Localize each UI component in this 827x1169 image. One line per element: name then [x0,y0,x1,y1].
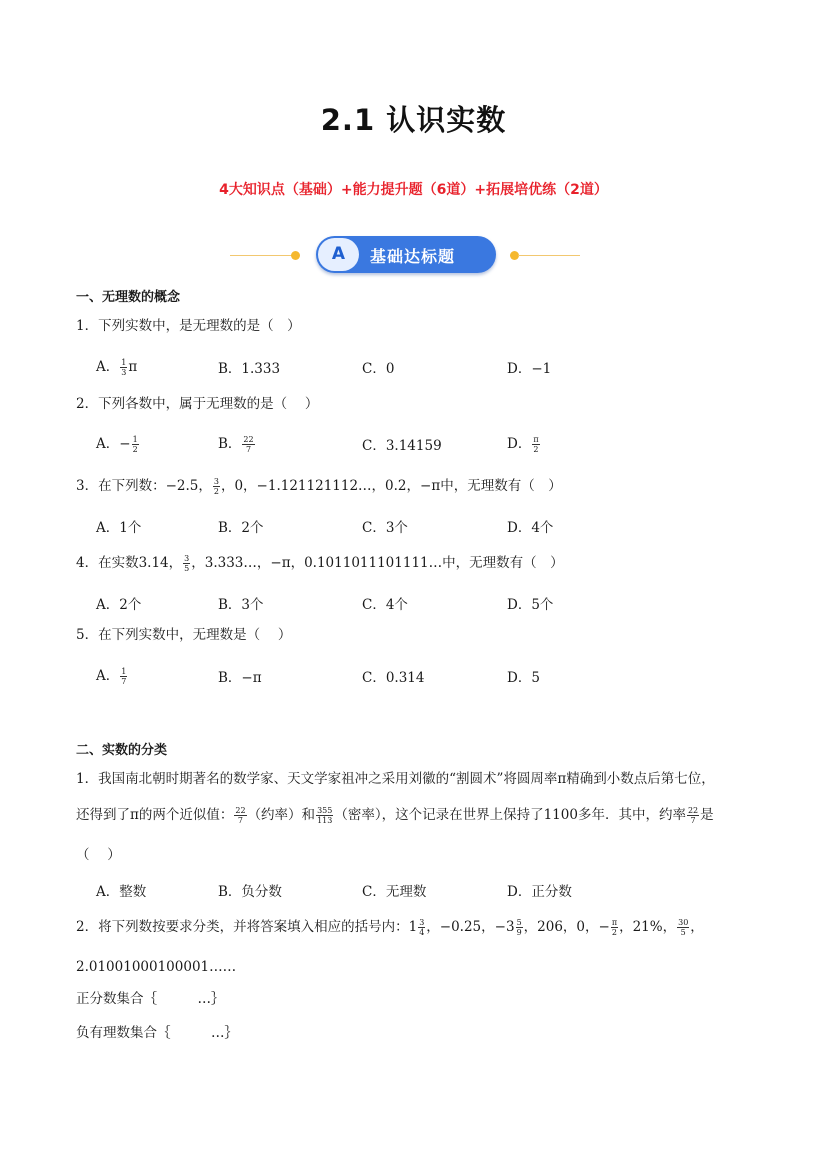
s2-q1-option-c: C．无理数 [362,884,427,900]
fraction-denominator: 7 [237,816,244,825]
fraction-denominator: 113 [317,816,333,825]
fraction-numerator: π [533,435,539,444]
q5-option-b: B．−π [218,670,262,686]
fraction-denominator: 2 [132,445,138,454]
question-1-stem: 1．下列实数中，是无理数的是（ ） [76,318,301,334]
q4-option-c: C．4个 [362,597,408,613]
fraction-numerator: 5 [516,918,522,927]
s2-question-1-line-3: （ ） [76,847,121,863]
stem-text: 是 [700,807,714,823]
fraction-numerator: 3 [419,918,425,927]
fraction-numerator: 3 [213,477,219,486]
fraction [120,358,127,377]
q3-option-c: C．3个 [362,520,408,536]
stem-text: 2．将下列数按要求分类，并将答案填入相应的括号内：1 [76,919,418,935]
fraction-denominator: 2 [611,928,617,937]
stem-text: ， [690,919,704,935]
fraction-denominator: 2 [213,487,219,496]
fraction-denominator: 7 [121,677,127,686]
stem-text: 还得到了π的两个近似值： [76,807,234,823]
option-label: A． [96,668,120,684]
page-title: 2.1 认识实数 [320,103,507,137]
banner-line-right [518,255,580,256]
fraction-numerator: 22 [235,806,246,815]
q3-option-d: D．4个 [507,520,554,536]
fraction [677,918,689,937]
s2-question-1-line-1: 1．我国南北朝时期著名的数学家、天文学家祖冲之采用刘徽的“割圆术”将圆周率π精确到小数点后第七位， [76,771,715,787]
fraction-denominator: 2 [533,445,539,454]
q2-option-b [218,432,256,454]
fraction-numerator: 30 [678,918,689,927]
q5-option-a [96,664,128,686]
banner-dot-left [291,251,300,260]
s2-q1-option-b: B．负分数 [218,884,282,900]
stem-text: ，3.333…，−π，0.1011011101111…中，无理数有（ ） [191,555,564,571]
q1-option-c: C．0 [362,361,395,377]
q1-option-b: B．1.333 [218,361,281,377]
fraction [132,435,139,454]
fraction-numerator: 1 [121,358,127,367]
stem-text: （约率）和 [247,807,316,823]
fraction-numerator: 1 [121,667,127,676]
fraction-numerator: 3 [184,554,190,563]
stem-text: ，−0.25，−3 [426,919,515,935]
q2-option-c: C．3.14159 [362,438,442,454]
question-3-stem [76,477,562,496]
q5-option-c: C．0.314 [362,670,425,686]
option-tail: π [128,359,138,375]
fraction [242,435,254,454]
fraction [516,918,523,937]
option-label: B． [218,436,242,452]
fraction [611,918,618,937]
fraction [120,667,127,686]
q1-option-d: D．−1 [507,361,552,377]
q5-option-d: D．5 [507,670,540,686]
banner-line-left [230,255,292,256]
fraction [183,554,190,573]
stem-text: ，0，−1.121121112…，0.2，−π中，无理数有（ ） [220,478,562,494]
fraction [532,435,539,454]
page-subtitle: 4大知识点（基础）+能力提升题（6道）+拓展培优练（2道） [219,182,608,198]
fraction [687,806,699,825]
fraction-numerator: 1 [132,435,138,444]
fraction-denominator: 4 [419,928,425,937]
option-label: A． [96,359,120,375]
s2-question-1-line-2 [76,806,714,825]
fraction [213,477,220,496]
stem-text: ，21%， [619,919,677,935]
q4-option-d: D．5个 [507,597,554,613]
option-label: D． [507,436,532,452]
s2-q1-option-a: A．整数 [96,884,147,900]
fraction-denominator: 7 [690,816,696,825]
fraction-numerator: 355 [317,806,333,815]
question-5-stem: 5．在下列实数中，无理数是（ ） [76,627,292,643]
stem-text: ，206，0，− [523,919,610,935]
section-heading: 一、无理数的概念 [76,290,181,305]
fraction-denominator: 7 [245,445,252,454]
q2-option-d [507,432,541,454]
fraction [418,918,425,937]
option-label: A．− [96,436,131,452]
q3-option-b: B．2个 [218,520,264,536]
q4-option-b: B．3个 [218,597,264,613]
fraction-denominator: 5 [184,564,190,573]
fraction [316,806,333,825]
fraction-denominator: 3 [121,368,127,377]
question-4-stem [76,554,564,573]
stem-text: （密率），这个记录在世界上保持了1100多年．其中，约率 [334,807,686,823]
stem-text: 4．在实数3.14， [76,555,183,571]
question-2-stem: 2．下列各数中，属于无理数的是（ ） [76,396,319,412]
negative-rational-set: 负有理数集合｛ …｝ [76,1025,238,1041]
banner-label: 基础达标题 [370,247,456,266]
fraction [234,806,246,825]
fraction-numerator: π [611,918,618,927]
s2-question-2-line-2: 2.01001000100001…… [76,959,237,975]
banner-letter: A [318,238,359,271]
q3-option-a: A．1个 [96,520,142,536]
q2-option-a [96,432,140,454]
s2-question-2-stem [76,918,704,937]
positive-fraction-set: 正分数集合｛ …｝ [76,991,225,1007]
s2-q1-option-d: D．正分数 [507,884,572,900]
q1-option-a [96,355,137,377]
fraction-denominator: 5 [680,928,686,937]
fraction-denominator: 9 [516,928,522,937]
fraction-numerator: 22 [243,435,254,444]
stem-text: 3．在下列数：−2.5， [76,478,212,494]
q4-option-a: A．2个 [96,597,142,613]
section-heading: 二、实数的分类 [76,743,168,758]
fraction-numerator: 22 [687,806,699,815]
section-banner [230,234,580,276]
